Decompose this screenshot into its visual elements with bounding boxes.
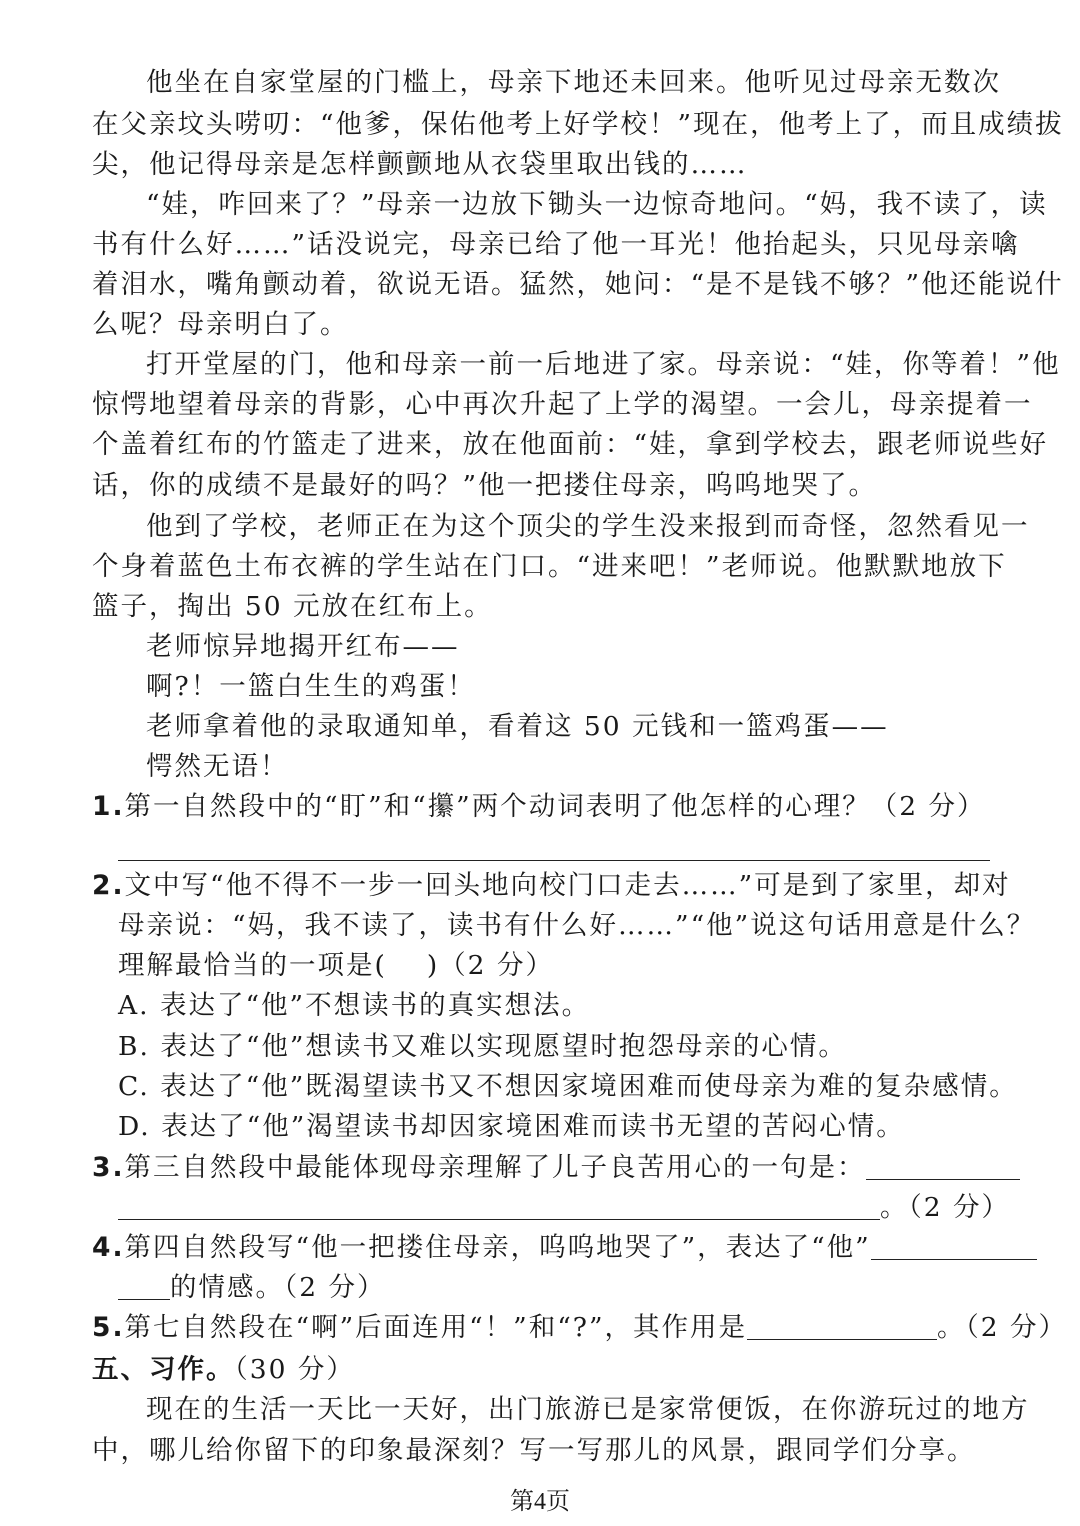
question-number: 2.	[92, 870, 125, 901]
story-line: 个盖着红布的竹篮走了进来，放在他面前：“娃，拿到学校去，跟老师说些好	[92, 429, 1049, 460]
answer-line-q1[interactable]	[118, 860, 990, 861]
story-line: 他到了学校，老师正在为这个顶尖的学生没来报到而奇怪，忽然看见一	[146, 511, 1030, 542]
page-number: 第4页	[510, 1489, 570, 1515]
question-text: 第一自然段中的“盯”和“攥”两个动词表明了他怎样的心理？（2 分）	[124, 791, 986, 822]
answer-blank-q4a[interactable]	[871, 1233, 1037, 1260]
question-3-cont: 。（2 分）	[0, 1188, 1080, 1228]
option-a: A. 表达了“他”不想读书的真实想法。	[118, 990, 591, 1021]
question-number: 3.	[92, 1152, 125, 1183]
question-3	[0, 1148, 1080, 1188]
option-d: D. 表达了“他”渴望读书却因家境困难而读书无望的苦闷心情。	[118, 1111, 905, 1142]
question-2	[0, 866, 1080, 906]
story-line: 书有什么好……”话没说完，母亲已给了他一耳光！他抬起头，只见母亲噙	[92, 229, 1020, 260]
question-text: 第四自然段写“他一把搂住母亲，呜呜地哭了”，表达了“他”	[124, 1232, 871, 1263]
question-number: 1.	[92, 791, 125, 822]
story-line: 么呢？母亲明白了。	[92, 309, 349, 340]
question-text: 母亲说：“妈，我不读了，读书有什么好……”“他”说这句话用意是什么？	[118, 910, 1036, 941]
story-line: 打开堂屋的门，他和母亲一前一后地进了家。母亲说：“娃，你等着！”他	[146, 349, 1061, 380]
story-line: 老师惊异地揭开红布——	[146, 631, 460, 662]
question-text: 第三自然段中最能体现母亲理解了儿子良苦用心的一句是：	[124, 1152, 866, 1183]
question-number: 4.	[92, 1232, 125, 1263]
option-b: B. 表达了“他”想读书又难以实现愿望时抱怨母亲的心情。	[118, 1031, 847, 1062]
option-c: C. 表达了“他”既渴望读书又不想因家境困难而使母亲为难的复杂感情。	[118, 1071, 1018, 1102]
answer-blank-q5[interactable]	[747, 1313, 937, 1340]
story-line: 啊?！一篮白生生的鸡蛋！	[146, 671, 476, 702]
story-line: 篮子，掏出 50 元放在红布上。	[92, 591, 493, 622]
story-line: 惊愕地望着母亲的背影，心中再次升起了上学的渴望。一会儿，母亲提着一	[92, 389, 1033, 420]
question-text: 文中写“他不得不一步一回头地向校门口走去……”可是到了家里，却对	[124, 870, 1011, 901]
question-number: 5.	[92, 1312, 125, 1343]
story-line: 在父亲坟头唠叨：“他爹，保佑他考上好学校！”现在，他考上了，而且成绩拔	[92, 109, 1064, 140]
question-4-cont: 的情感。（2 分）	[0, 1268, 1080, 1308]
story-line: “娃，咋回来了？”母亲一边放下锄头一边惊奇地问。“妈，我不读了，读	[146, 189, 1048, 220]
question-1	[0, 787, 1080, 827]
question-5: 5.第七自然段在“啊”后面连用“！”和“?”，其作用是 。（2 分）	[92, 1312, 1068, 1343]
question-text: 理解最恰当的一项是( )（2 分）	[118, 950, 554, 981]
answer-blank-q4b[interactable]	[118, 1273, 170, 1300]
story-line: 着泪水，嘴角颤动着，欲说无语。猛然，她问：“是不是钱不够？”他还能说什	[92, 269, 1064, 300]
prompt-line: 现在的生活一天比一天好，出门旅游已是家常便饭，在你游玩过的地方	[146, 1394, 1030, 1425]
question-4	[0, 1228, 1080, 1268]
story-line: 愕然无语！	[146, 751, 289, 782]
story-line: 个身着蓝色土布衣裤的学生站在门口。“进来吧！”老师说。他默默地放下	[92, 551, 1007, 582]
story-line: 话，你的成绩不是最好的吗？”他一把搂住母亲，呜呜地哭了。	[92, 470, 878, 501]
story-line: 老师拿着他的录取通知单，看着这 50 元钱和一篮鸡蛋——	[146, 711, 889, 742]
answer-blank-q3a[interactable]	[866, 1153, 1020, 1180]
section-heading: 五、习作。（30 分）	[92, 1354, 355, 1385]
story-line: 尖，他记得母亲是怎样颤颤地从衣袋里取出钱的……	[92, 149, 748, 180]
story-line: 他坐在自家堂屋的门槛上，母亲下地还未回来。他听见过母亲无数次	[146, 67, 1001, 98]
answer-blank-q3b[interactable]	[118, 1193, 880, 1220]
question-text: 第七自然段在“啊”后面连用“！”和“?”，其作用是	[124, 1312, 748, 1343]
prompt-line: 中，哪儿给你留下的印象最深刻？写一写那儿的风景，跟同学们分享。	[92, 1435, 976, 1466]
